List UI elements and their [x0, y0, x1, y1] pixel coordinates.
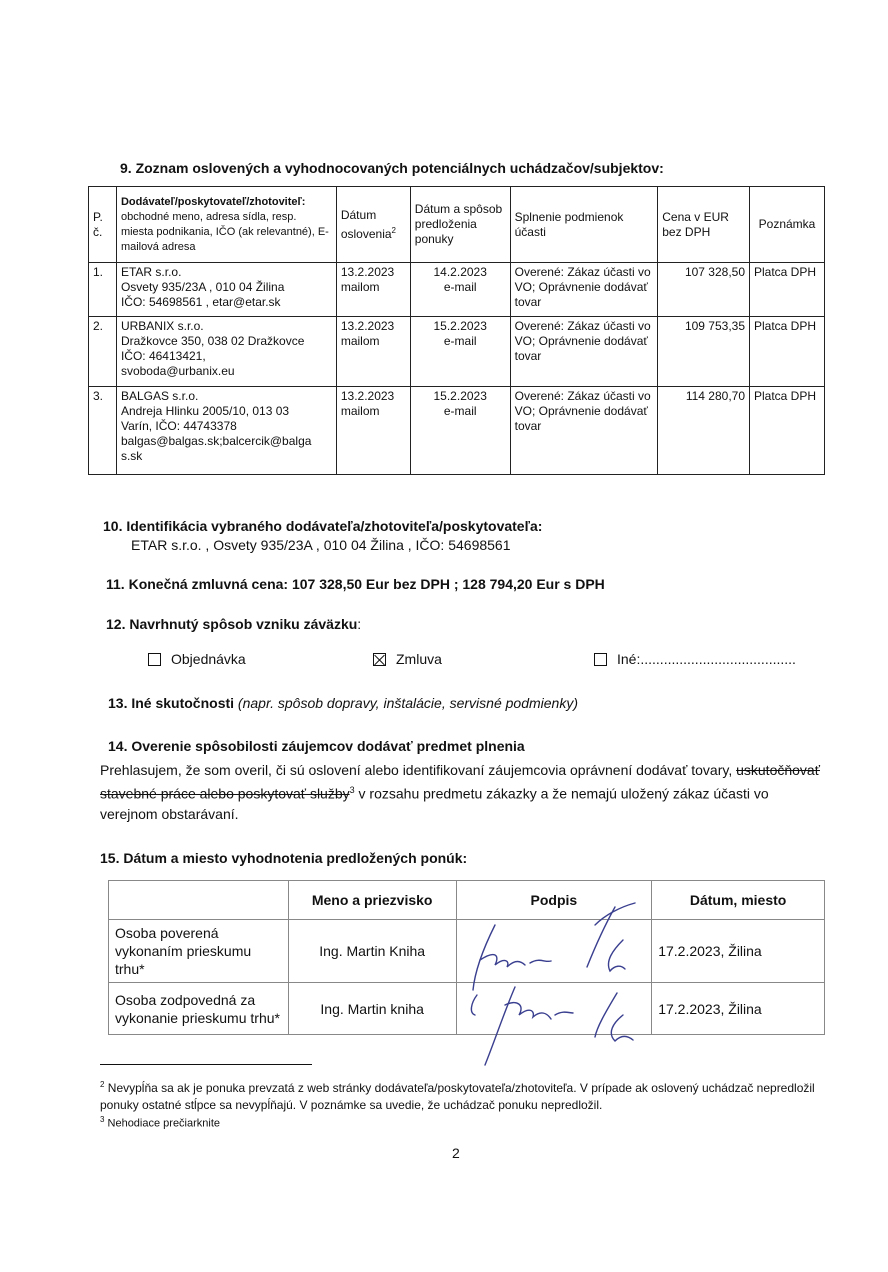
eval-header-empty	[109, 881, 289, 920]
section-10	[103, 518, 542, 553]
section-13-note: (napr. spôsob dopravy, inštalácie, servisné podmienky)	[234, 695, 578, 711]
eval-role: Osoba zodpovedná za vykonanie prieskumu trhu*	[109, 983, 289, 1035]
row-conditions: Overené: Zákaz účasti vo VO; Oprávnenie dodávať tovar	[510, 317, 658, 387]
eval-name: Ing. Martin Kniha	[288, 920, 456, 983]
checkbox-objednavka[interactable]	[148, 653, 161, 666]
row-price: 109 753,35	[658, 317, 750, 387]
row-date-contact: 13.2.2023 mailom	[336, 263, 410, 317]
section-15-title: 15. Dátum a miesto vyhodnotenia predložených ponúk:	[100, 850, 468, 866]
option-ine[interactable]: Iné:........................................	[594, 651, 796, 667]
row-date-contact: 13.2.2023 mailom	[336, 387, 410, 475]
section-13-title: 13. Iné skutočnosti	[108, 695, 235, 711]
section-11-final-price: 11. Konečná zmluvná cena: 107 328,50 Eur bez DPH ; 128 794,20 Eur s DPH	[106, 576, 605, 592]
row-supplier: ETAR s.r.o. Osvety 935/23A , 010 04 Žilina IČO: 54698561 , etar@etar.sk	[116, 263, 336, 317]
eval-name: Ing. Martin kniha	[288, 983, 456, 1035]
row-price: 107 328,50	[658, 263, 750, 317]
header-conditions: Splnenie podmienok účasti	[510, 187, 658, 263]
row-conditions: Overené: Zákaz účasti vo VO; Oprávnenie dodávať tovar	[510, 387, 658, 475]
checkbox-zmluva-checked[interactable]	[373, 653, 386, 666]
row-note: Platca DPH	[750, 387, 825, 475]
suppliers-table	[88, 186, 825, 475]
section-12-title-line: 12. Navrhnutý spôsob vzniku záväzku:	[106, 616, 362, 632]
row-date-offer: 15.2.2023 e-mail	[410, 317, 510, 387]
header-no: P. č.	[89, 187, 117, 263]
handwritten-signature	[455, 895, 655, 1070]
footnote-3: $^3$ Nehodiace prečiarknite	[100, 1115, 221, 1130]
eval-role: Osoba poverená vykonaním prieskumu trhu*	[109, 920, 289, 983]
selected-supplier: ETAR s.r.o. , Osvety 935/23A , 010 04 Žilina , IČO: 54698561	[131, 537, 511, 553]
checkbox-ine[interactable]	[594, 653, 607, 666]
page-number: 2	[452, 1145, 460, 1161]
header-supplier: Dodávateľ/poskytovateľ/zhotoviteľ: obchodné meno, adresa sídla, resp. miesta podnikania, IČO (ak relevantné), E-mailová adresa	[116, 187, 336, 263]
footnote-divider	[100, 1064, 312, 1065]
row-supplier: URBANIX s.r.o. Dražkovce 350, 038 02 Dražkovce IČO: 46413421, svoboda@urbanix.eu	[116, 317, 336, 387]
section-12-title: 12. Navrhnutý spôsob vzniku záväzku	[106, 616, 358, 632]
row-no: 2.	[89, 317, 117, 387]
row-note: Platca DPH	[750, 317, 825, 387]
row-date-offer: 14.2.2023 e-mail	[410, 263, 510, 317]
footnote-2: $^2$ Nevypĺňa sa ak je ponuka prevzatá z web stránky dodávateľa/poskytovateľa/zhotoviteľa. V prípade ak oslovený uchádzač nepredložil ponuky ostatné stĺpce sa nevypĺňajú. V poznámke sa uvedie, že uchádzač ponuku nepredložil.	[100, 1080, 815, 1112]
header-note: Poznámka	[750, 187, 825, 263]
section-14-text: Prehlasujem, že som overil, či sú oslovení alebo identifikovaní záujemcovia oprávnení dodávať tovary, uskutočňovať stavebné práce alebo poskytovať služby$^3$ v rozsahu predmetu zákazky a že nemajú uložený zákaz účasti vo verejnom obstarávaní.	[100, 762, 820, 822]
option-objednavka[interactable]: Objednávka	[148, 651, 246, 667]
row-supplier: BALGAS s.r.o. Andreja Hlinku 2005/10, 013 03 Varín, IČO: 44743378 balgas@balgas.sk;balcercik@balga s.sk	[116, 387, 336, 475]
row-note: Platca DPH	[750, 263, 825, 317]
section-13	[108, 695, 578, 711]
eval-date: 17.2.2023, Žilina	[652, 920, 825, 983]
row-date-offer: 15.2.2023 e-mail	[410, 387, 510, 475]
row-no: 3.	[89, 387, 117, 475]
row-conditions: Overené: Zákaz účasti vo VO; Oprávnenie dodávať tovar	[510, 263, 658, 317]
row-price: 114 280,70	[658, 387, 750, 475]
header-date-contact: Dátum oslovenia$^2$	[336, 187, 410, 263]
option-zmluva[interactable]: Zmluva	[373, 651, 442, 667]
eval-header-name: Meno a priezvisko	[288, 881, 456, 920]
eval-header-date: Dátum, miesto	[652, 881, 825, 920]
header-price: Cena v EUR bez DPH	[658, 187, 750, 263]
row-date-contact: 13.2.2023 mailom	[336, 317, 410, 387]
table-row	[89, 263, 825, 317]
table-row	[89, 387, 825, 475]
section-10-title: 10. Identifikácia vybraného dodávateľa/zhotoviteľa/poskytovateľa:	[103, 518, 543, 534]
eval-header-signature: Podpis	[456, 881, 652, 920]
struck-text: uskutočňovať stavebné práce alebo poskytovať služby	[100, 762, 820, 802]
table-header-row	[89, 187, 825, 263]
section-9-title: 9. Zoznam oslovených a vyhodnocovaných potenciálnych uchádzačov/subjektov:	[120, 160, 664, 176]
row-no: 1.	[89, 263, 117, 317]
section-14-title: 14. Overenie spôsobilosti záujemcov dodávať predmet plnenia	[108, 738, 525, 754]
table-row	[89, 317, 825, 387]
eval-date: 17.2.2023, Žilina	[652, 983, 825, 1035]
header-date-offer: Dátum a spôsob predloženia ponuky	[410, 187, 510, 263]
